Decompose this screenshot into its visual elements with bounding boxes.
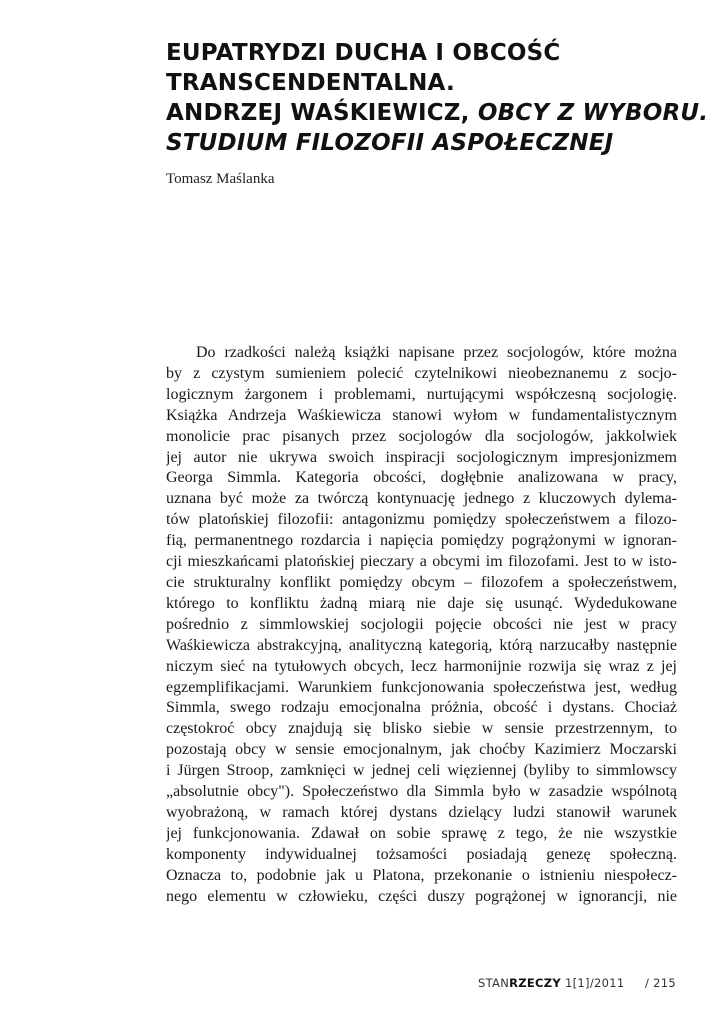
body-line: pośrednio z simmlowskiej socjologii pojęcie obcości nie jest w pracy xyxy=(166,615,677,633)
journal-name xyxy=(478,976,624,990)
body-line: by z czystym sumieniem polecić czytelnikowi nieobeznanemu z socjo- xyxy=(166,364,677,382)
body-line: Książka Andrzeja Waśkiewicza stanowi wyłom w fundamentalistycznym xyxy=(166,406,677,424)
body-line: i Jürgen Stroop, zamknięci w jednej celi więziennej (byliby to simmlowscy xyxy=(166,762,677,780)
body-line: monolicie prac pisanych przez socjologów dla socjologów, jakkolwiek xyxy=(166,427,677,445)
body-line: częstokroć obcy znajdują się blisko siebie w sensie przestrzennym, to xyxy=(166,720,677,738)
title-line-2: TRANSCENDENTALNA. xyxy=(166,70,455,96)
body-line: nego elementu w człowieku, części duszy pogrążonej w ignorancji, nie xyxy=(166,887,677,905)
body-line: jej autor nie ukrywa swoich inspiracji socjologicznym impresjonizmem xyxy=(166,448,677,466)
body-line: pozostają obcy w sensie emocjonalnym, jak choćby Kazimierz Moczarski xyxy=(166,741,677,759)
body-line: Simmla, swego rodzaju emocjonalna próżnia, obcość i dystans. Chociaż xyxy=(166,699,677,717)
title-line-3-italic: OBCY Z WYBORU. xyxy=(477,100,709,126)
body-line: niczym sieć na tytułowych obcych, lecz harmonijnie rozwija się wraz z jej xyxy=(166,657,677,675)
journal-prefix: STAN xyxy=(478,976,510,990)
body-line: komponenty indywidualnej tożsamości posiadają genezę społeczną. xyxy=(166,845,677,863)
body-line: wyobrażoną, w ramach której dystans dzielący ludzi stanowił warunek xyxy=(166,803,677,821)
body-line: „absolutnie obcy"). Społeczeństwo dla Simmla było w zasadzie wspólnotą xyxy=(166,783,677,801)
body-line: Waśkiewicza abstrakcyjną, analityczną kategorią, którą narzucałby następnie xyxy=(166,636,677,654)
title-line-1: EUPATRYDZI DUCHA I OBCOŚĆ xyxy=(166,40,561,66)
author-name: Tomasz Maślanka xyxy=(166,171,275,187)
body-line: Oznacza to, podobnie jak u Platona, przekonanie o istnieniu niespołecz- xyxy=(166,866,677,884)
body-line: logicznym żargonem i problemami, nurtującymi współczesną socjologię. xyxy=(166,385,677,403)
title-line-4: STUDIUM FILOZOFII ASPOŁECZNEJ xyxy=(166,130,614,156)
body-paragraph xyxy=(166,343,677,907)
body-line: uznana być może za twórczą kontynuację jednego z kluczowych dylema- xyxy=(166,490,677,508)
title-line-3 xyxy=(166,98,709,128)
body-line: Georga Simmla. Kategoria obcości, dogłębnie analizowana w pracy, xyxy=(166,469,677,487)
body-line: którego to konfliktu żadną miarą nie daje się usunąć. Wydedukowane xyxy=(166,594,677,612)
body-line: egzemplifikacjami. Warunkiem funkcjonowania społeczeństwa jest, według xyxy=(166,678,677,696)
body-line: Do rzadkości należą książki napisane przez socjologów, które można xyxy=(196,344,677,361)
article-title xyxy=(166,38,709,158)
title-line-3-normal: ANDRZEJ WAŚKIEWICZ, xyxy=(166,100,478,126)
body-line: tów platońskiej filozofii: antagonizmu pomiędzy społeczeństwem a filozo- xyxy=(166,511,677,529)
body-line: fią, permanentnego rozdarcia i napięcia pomiędzy pogrążonymi w ignoran- xyxy=(166,532,677,550)
journal-bold: RZECZY xyxy=(509,976,562,990)
body-line: cie strukturalny konflikt pomiędzy obcym – filozofem a społeczeństwem, xyxy=(166,573,677,591)
body-line: jej funkcjonowania. Zdawał on sobie sprawę z tego, że nie wszystkie xyxy=(166,824,677,842)
page-number: / 215 xyxy=(645,976,676,990)
body-line: cji mieszkańcami platońskiej pieczary a obcymi im filozofami. Jest to w isto- xyxy=(166,553,677,571)
journal-issue: 1[1]/2011 xyxy=(561,976,625,990)
